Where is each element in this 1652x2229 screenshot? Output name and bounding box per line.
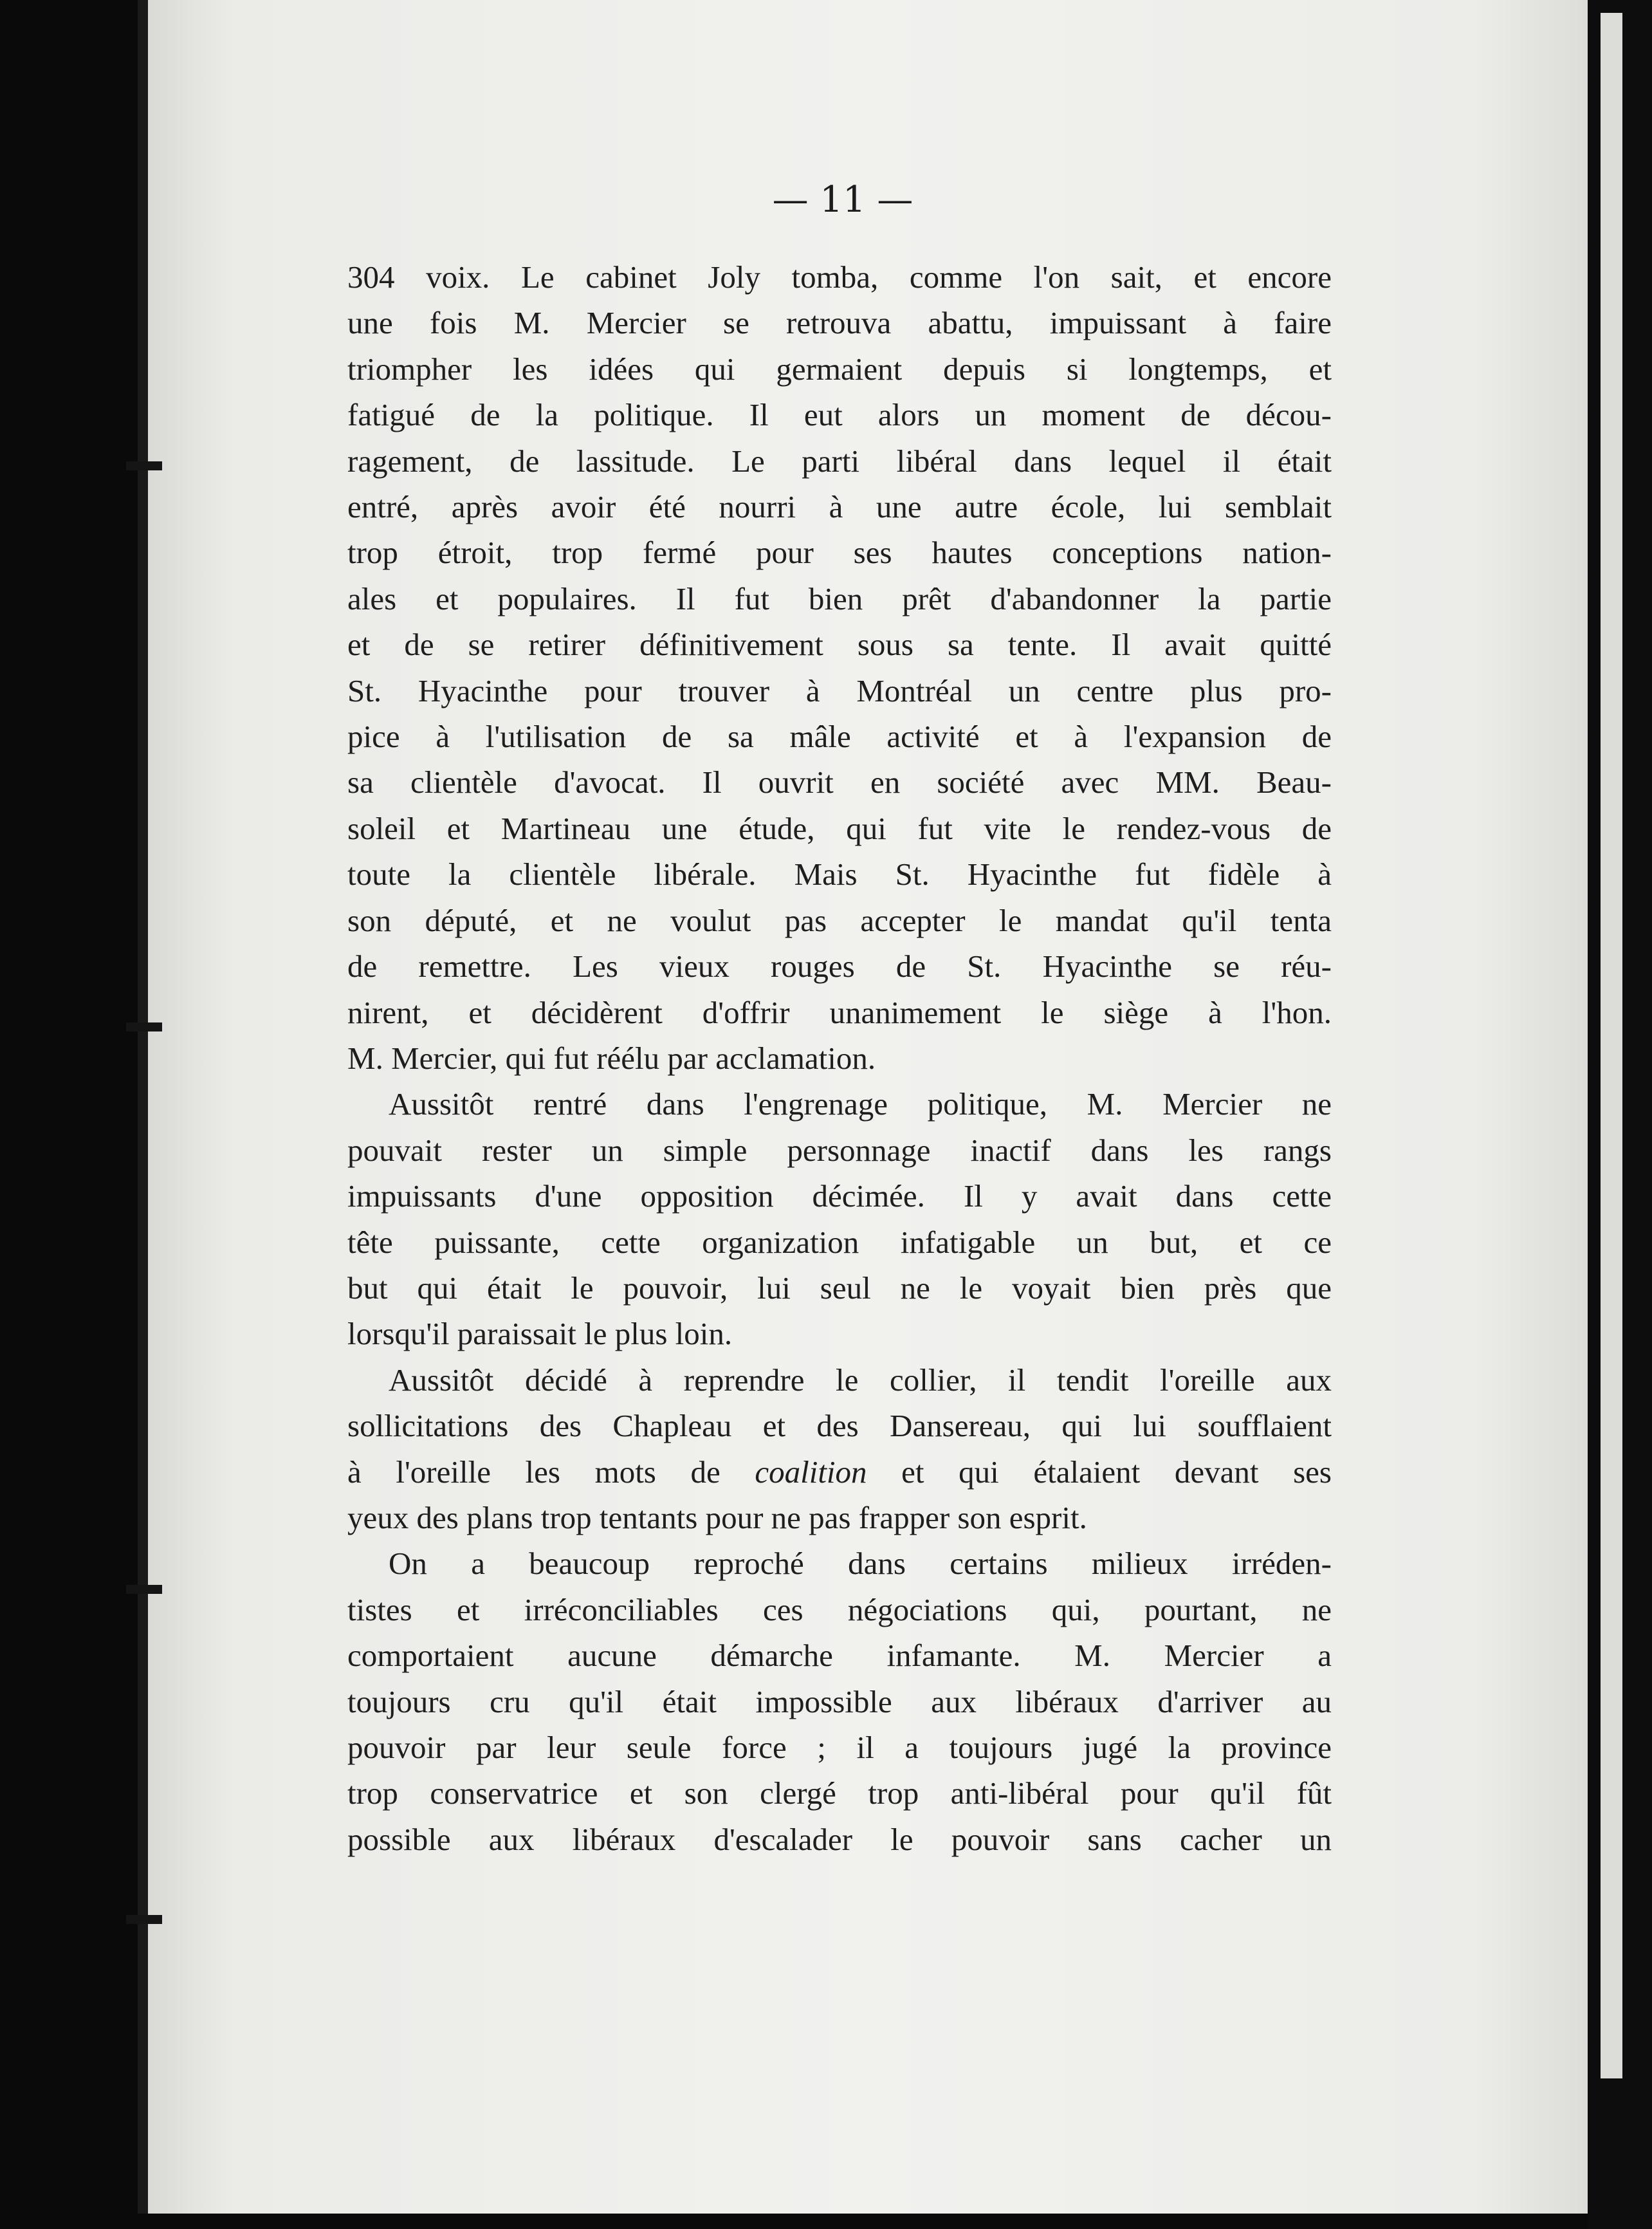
text-line: M. Mercier, qui fut réélu par acclamation. <box>347 1040 876 1076</box>
text-line: entré, après avoir été nourri à une autre école, lui semblait <box>347 489 1332 525</box>
text-line: sa clientèle d'avocat. Il ouvrit en société avec MM. Beau- <box>347 764 1332 800</box>
binding-stitch <box>126 1585 162 1594</box>
page-binding-edge <box>138 0 148 2214</box>
body-text <box>347 254 1332 1862</box>
text-line: Aussitôt décidé à reprendre le collier, il tendit l'oreille aux <box>389 1362 1332 1398</box>
text-line: pice à l'utilisation de sa mâle activité et à l'expansion de <box>347 719 1332 755</box>
text-line: trop conservatrice et son clergé trop anti-libéral pour qu'il fût <box>347 1775 1332 1811</box>
text-line: triompher les idées qui germaient depuis si longtemps, et <box>347 351 1332 387</box>
binding-stitch <box>126 1915 162 1924</box>
text-line <box>347 1449 1332 1495</box>
binding-stitch <box>126 1022 162 1031</box>
text-fragment: à l'oreille les mots de <box>347 1454 755 1490</box>
text-line: St. Hyacinthe pour trouver à Montréal un centre plus pro- <box>347 672 1332 708</box>
text-line: comportaient aucune démarche infamante. M. Mercier a <box>347 1638 1332 1674</box>
text-line: tête puissante, cette organization infatigable un but, et ce <box>347 1224 1332 1260</box>
text-line: toujours cru qu'il était impossible aux libéraux d'arriver au <box>347 1683 1332 1719</box>
text-line: 304 voix. Le cabinet Joly tomba, comme l'on sait, et encore <box>347 259 1332 295</box>
text-line: soleil et Martineau une étude, qui fut vite le rendez-vous de <box>347 810 1332 846</box>
text-line: fatigué de la politique. Il eut alors un moment de décou- <box>347 397 1332 433</box>
text-line: ragement, de lassitude. Le parti libéral dans lequel il était <box>347 443 1332 479</box>
text-line: ales et populaires. Il fut bien prêt d'abandonner la partie <box>347 580 1332 616</box>
text-line: impuissants d'une opposition décimée. Il y avait dans cette <box>347 1178 1332 1214</box>
text-fragment: et qui étalaient devant ses <box>867 1454 1332 1490</box>
text-line: toute la clientèle libérale. Mais St. Hyacinthe fut fidèle à <box>347 856 1332 893</box>
text-line: lorsqu'il paraissait le plus loin. <box>347 1316 733 1352</box>
text-line: pouvoir par leur seule force ; il a toujours jugé la province <box>347 1730 1332 1765</box>
text-line: pouvait rester un simple personnage inactif dans les rangs <box>347 1132 1332 1168</box>
text-line: On a beaucoup reproché dans certains milieux irréden- <box>389 1546 1332 1582</box>
binding-stitch <box>126 461 162 470</box>
text-line: nirent, et décidèrent d'offrir unanimement le siège à l'hon. <box>347 994 1332 1030</box>
page-number: — 11 — <box>772 179 913 221</box>
text-line: possible aux libéraux d'escalader le pouvoir sans cacher un <box>347 1821 1332 1857</box>
text-line: but qui était le pouvoir, lui seul ne le voyait bien près que <box>347 1270 1332 1306</box>
text-line: son député, et ne voulut pas accepter le mandat qu'il tenta <box>347 902 1332 938</box>
text-line: une fois M. Mercier se retrouva abattu, impuissant à faire <box>347 305 1332 341</box>
italic-word: coalition <box>755 1454 867 1490</box>
text-line: de remettre. Les vieux rouges de St. Hyacinthe se réu- <box>347 948 1332 985</box>
text-line: et de se retirer définitivement sous sa tente. Il avait quitté <box>347 627 1332 663</box>
text-line: yeux des plans trop tentants pour ne pas frapper son esprit. <box>347 1499 1087 1535</box>
text-line: trop étroit, trop fermé pour ses hautes conceptions nation- <box>347 535 1332 571</box>
text-line: tistes et irréconciliables ces négociations qui, pourtant, ne <box>347 1591 1332 1627</box>
text-line: sollicitations des Chapleau et des Dansereau, qui lui soufflaient <box>347 1408 1332 1444</box>
text-line: Aussitôt rentré dans l'engrenage politique, M. Mercier ne <box>389 1086 1332 1122</box>
next-page-edge <box>1601 13 1622 2078</box>
